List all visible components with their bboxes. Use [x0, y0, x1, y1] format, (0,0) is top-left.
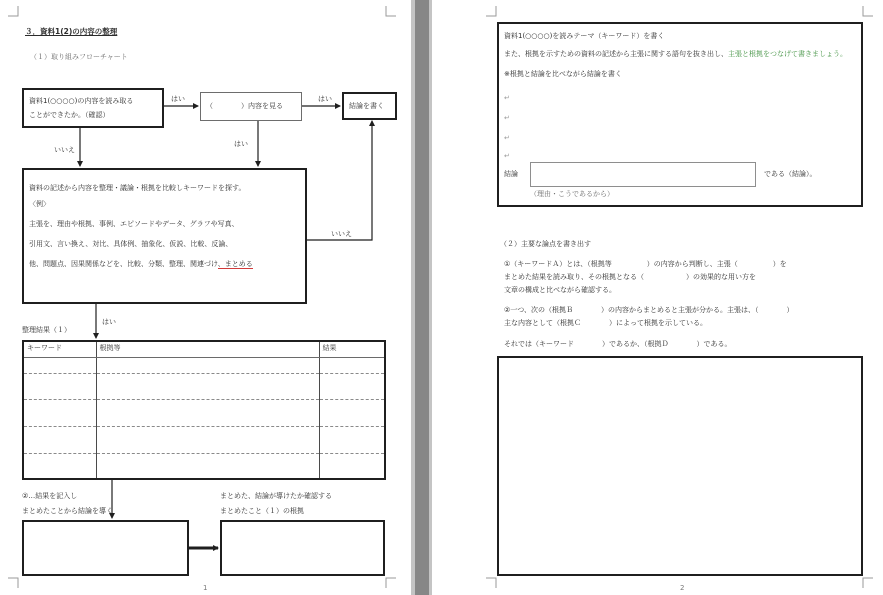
process-line-5-tail: 、まとめる: [217, 260, 253, 268]
page-1[interactable]: [0, 0, 411, 595]
result-label: 整理結果（１）: [22, 326, 71, 334]
process-line-4: 引用文、言い換え、対比、具体例、抽象化、仮説、比較、反論、: [29, 240, 233, 248]
theme-line-1: 資料1(○○○○)を読みテーマ（キーワード）を書く: [504, 32, 665, 40]
process-line-3: 主張を、理由や根拠、事例、エピソードやデータ、グラフや写真、: [29, 220, 239, 228]
table-cell[interactable]: [24, 399, 96, 426]
label-no-b: いいえ: [331, 230, 352, 238]
crop-mark-top-right: [863, 6, 873, 16]
crop-mark-bottom-right: [386, 578, 396, 588]
answer-box-right[interactable]: [220, 520, 385, 576]
bottom-right-label-1: まとめた、結論が導けたか確認する: [220, 492, 332, 500]
bottom-left-label-2: まとめたことから結論を導く: [22, 507, 113, 515]
table-row: [24, 357, 384, 373]
page-gap: [415, 0, 429, 595]
flow-middle-text: （ ）内容を見る: [206, 102, 283, 110]
result-table-grid: [24, 342, 384, 478]
process-line-2: 〈例〉: [29, 200, 50, 208]
para-2-line-2: 主な内容として（根拠Ｃ ）によって根拠を示している。: [504, 319, 707, 327]
table-cell[interactable]: [24, 357, 96, 373]
crop-mark-bottom-right: [863, 578, 873, 588]
paragraph-mark: ↵: [504, 114, 510, 122]
label-no-a: いいえ: [54, 146, 75, 154]
table-cell[interactable]: [96, 373, 319, 399]
label-yes-c: はい: [234, 140, 248, 148]
table-cell[interactable]: [319, 453, 384, 478]
table-cell[interactable]: [319, 357, 384, 373]
reason-note: （理由・こうであるから）: [530, 190, 614, 198]
paragraph-mark: ↵: [504, 94, 510, 102]
table-cell[interactable]: [96, 399, 319, 426]
crop-mark-bottom-left: [8, 578, 18, 588]
flow-start-box: [22, 88, 164, 128]
conclusion-label: 結論: [504, 170, 518, 178]
arrow-process-to-end: [306, 121, 372, 240]
process-line-1: 資料の記述から内容を整理・議論・根拠を比較しキーワードを探す。: [29, 184, 246, 192]
table-cell[interactable]: [24, 453, 96, 478]
table-header-row: [24, 342, 384, 357]
flow-start-line-1: 資料1(○○○○)の内容を読み取る: [29, 97, 134, 105]
table-header-evidence: 根拠等: [96, 342, 319, 357]
para-3-line-1: それでは（キーワード ）であるか、（根拠Ｄ ）である。: [504, 340, 732, 348]
para-2-line-1: ②一つ、次の（根拠Ｂ ）の内容からまとめると主張が分かる。主張は、（ ）: [504, 306, 794, 314]
bottom-right-label-2: まとめたこと（１）の根拠: [220, 507, 304, 515]
theme-line-3: ※根拠と結論を比べながら結論を書く: [504, 70, 622, 78]
label-yes-a: はい: [171, 95, 185, 103]
paragraph-mark: ↵: [504, 152, 510, 160]
table-header-result: 結果: [319, 342, 384, 357]
table-cell[interactable]: [319, 399, 384, 426]
flowchart-subheading: （１）取り組みフローチャート: [30, 53, 128, 61]
page-2[interactable]: [432, 0, 883, 595]
bottom-left-label-1: ②…結果を記入し: [22, 492, 78, 500]
theme-line-2: [504, 50, 847, 59]
crop-mark-top-left: [8, 6, 18, 16]
table-cell[interactable]: [96, 357, 319, 373]
crop-mark-top-right: [386, 6, 396, 16]
writing-box[interactable]: [497, 356, 863, 576]
result-table: [22, 340, 386, 480]
flow-start-line-2: ことができたか。（確認）: [29, 111, 110, 119]
table-cell[interactable]: [96, 426, 319, 453]
table-header-keyword: キーワード: [24, 342, 96, 357]
table-row: [24, 426, 384, 453]
table-row: [24, 453, 384, 478]
process-line-5-main: 他、問題点、因果関係などを、比較、分類、整理、関連づけ: [29, 260, 218, 268]
section-heading: ３．資料1(2)の内容の整理: [25, 27, 118, 36]
paragraph-mark: ↵: [504, 134, 510, 142]
para-1-line-1: ①（キーワードＡ）とは、（根拠等 ）の内容から判断し、主張（ ）を: [504, 260, 787, 268]
conclusion-input[interactable]: [530, 162, 756, 187]
table-row: [24, 373, 384, 399]
table-cell[interactable]: [319, 426, 384, 453]
conclusion-suffix: である（結論）。: [764, 170, 817, 178]
flow-end-text: 結論を書く: [349, 102, 384, 110]
page-number-1: 1: [203, 584, 208, 592]
flow-process-box: [22, 168, 307, 304]
label-yes-d: はい: [102, 318, 116, 326]
table-cell[interactable]: [24, 373, 96, 399]
flow-middle-box: [200, 92, 302, 121]
process-line-5: [29, 260, 253, 269]
section-2-heading: （２）主要な論点を書き出す: [500, 240, 591, 248]
theme-box[interactable]: [497, 22, 863, 207]
theme-line-2-highlight: 主張と根拠をつなげて書きましょう。: [728, 50, 847, 58]
para-1-line-3: 文章の構成と比べながら確認する。: [504, 286, 616, 294]
answer-box-left[interactable]: [22, 520, 189, 576]
para-1-line-2: まとめた結果を読み取り、その根拠となる（ ）の効果的な用い方を: [504, 273, 756, 281]
crop-mark-top-left: [486, 6, 496, 16]
flow-end-box: [342, 92, 397, 120]
crop-mark-bottom-left: [486, 578, 496, 588]
theme-line-2-main: また、根拠を示すための資料の記述から主張に関する語句を抜き出し、: [504, 50, 728, 58]
table-cell[interactable]: [319, 373, 384, 399]
page-number-2: 2: [680, 584, 685, 592]
label-yes-b: はい: [318, 95, 332, 103]
table-cell[interactable]: [96, 453, 319, 478]
table-row: [24, 399, 384, 426]
table-cell[interactable]: [24, 426, 96, 453]
